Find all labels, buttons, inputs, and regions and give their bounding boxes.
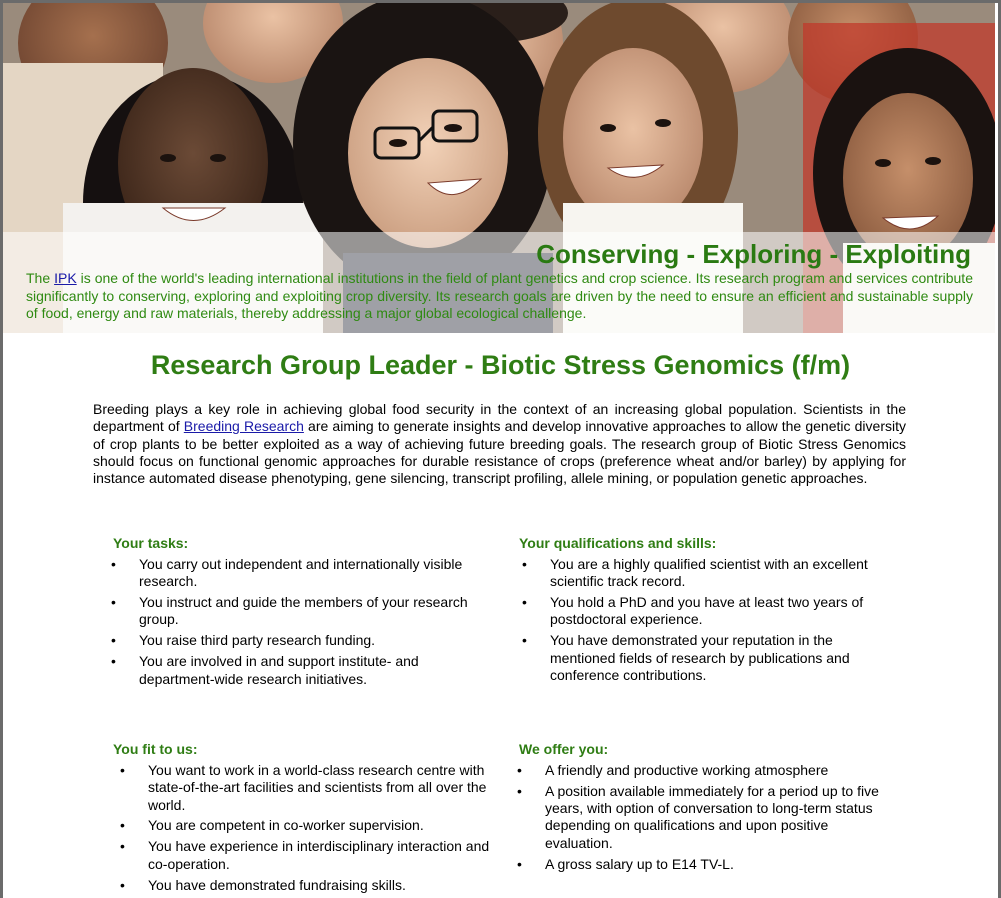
bullet-icon: • [517,782,522,799]
job-title: Research Group Leader - Biotic Stress Genomics (f/m) [150,350,851,380]
qualifications-heading: Your qualifications and skills: [519,535,717,551]
breeding-research-link[interactable]: Breeding Research [183,418,304,435]
qualifications-list [522,556,890,688]
list-item-text: You have experience in interdisciplinary interaction and co-operation. [148,838,490,872]
list-item-text: You want to work in a world-class research centre with state-of-the-art facilities and scientists from all over the world. [148,762,487,813]
ipk-link[interactable]: IPK [54,270,77,286]
intro-text-post: is one of the world's leading international institutions in the field of plant genetics and crop science. Its research program and services contribute significantly to conserving, exploring and exploiting crop diversity. Its research goals are driven by the need to ensure an efficient and sustainable supply of food, energy and raw materials, thereby addressing a major global ecological challenge. [26,270,973,321]
list-item-text: A gross salary up to E14 TV-L. [545,855,734,872]
tasks-list [111,556,469,691]
list-item-text: You raise third party research funding. [139,632,376,649]
bullet-icon: • [120,762,125,778]
list-item-text: You have demonstrated your reputation in the mentioned fields of research by publications and conference contributions. [550,632,850,683]
list-item [120,876,493,894]
list-item [111,653,469,688]
list-item [522,632,890,684]
lead-text-pre: Breeding plays a key role in achieving global food security in the context of an increasing global population. Scientists in the department of [93,401,906,435]
lead-text-post: are aiming to generate insights and develop innovative approaches to allow the genetic diversity of crop plants to be better exploited as a way of achieving future breeding goals. The research group of Biotic Stress Genomics should focus on functional genomic approaches for durable resistance of crops (preference wheat and/or barley) by applying for instance automated disease phenotyping, gene silencing, transcript profiling, allele mining, or population genetic approaches. [93,418,906,487]
intro-text-pre: The [26,270,55,286]
bullet-icon: • [120,838,125,855]
list-item [111,594,469,629]
list-item [522,594,890,629]
list-item [517,855,890,873]
list-item-text: A position available immediately for a period up to five years, with option of conversation to long-term status depending on qualifications and upon positive evaluation. [545,782,879,851]
list-item [120,838,493,873]
list-item [111,632,469,649]
list-item-text: You are competent in co-worker supervision. [148,817,424,834]
list-item-text: You instruct and guide the members of your research group. [139,594,468,628]
offer-list [517,762,890,877]
tasks-heading: Your tasks: [113,535,189,551]
list-item [111,556,469,591]
banner-tagline: Conserving - Exploring - Exploiting [536,239,971,269]
list-item-text: You hold a PhD and you have at least two years of postdoctoral experience. [550,594,864,628]
bullet-icon: • [111,556,116,572]
list-item [120,762,493,814]
bullet-icon: • [522,632,527,649]
list-item [517,762,890,779]
list-item-text: A friendly and productive working atmosphere [545,762,829,778]
fit-list [120,762,493,897]
bullet-icon: • [517,855,522,872]
bullet-icon: • [120,817,125,834]
banner-intro [26,270,973,323]
job-lead-paragraph [93,401,906,487]
bullet-icon: • [522,594,527,611]
list-item-text: You have demonstrated fundraising skills. [148,876,406,893]
list-item [522,556,890,591]
fit-heading: You fit to us: [113,741,198,757]
list-item [517,782,890,852]
offer-heading: We offer you: [519,741,609,757]
list-item-text: You are a highly qualified scientist with an excellent scientific track record. [550,556,868,590]
list-item-text: You are involved in and support institute- and department-wide research initiatives. [139,653,419,687]
list-item-text: You carry out independent and internationally visible research. [139,556,463,590]
bullet-icon: • [517,762,522,778]
list-item [120,817,493,834]
bullet-icon: • [111,632,116,649]
bullet-icon: • [522,556,527,572]
bullet-icon: • [111,594,116,611]
hero-banner [3,3,995,333]
bullet-icon: • [120,876,125,893]
bullet-icon: • [111,653,116,670]
